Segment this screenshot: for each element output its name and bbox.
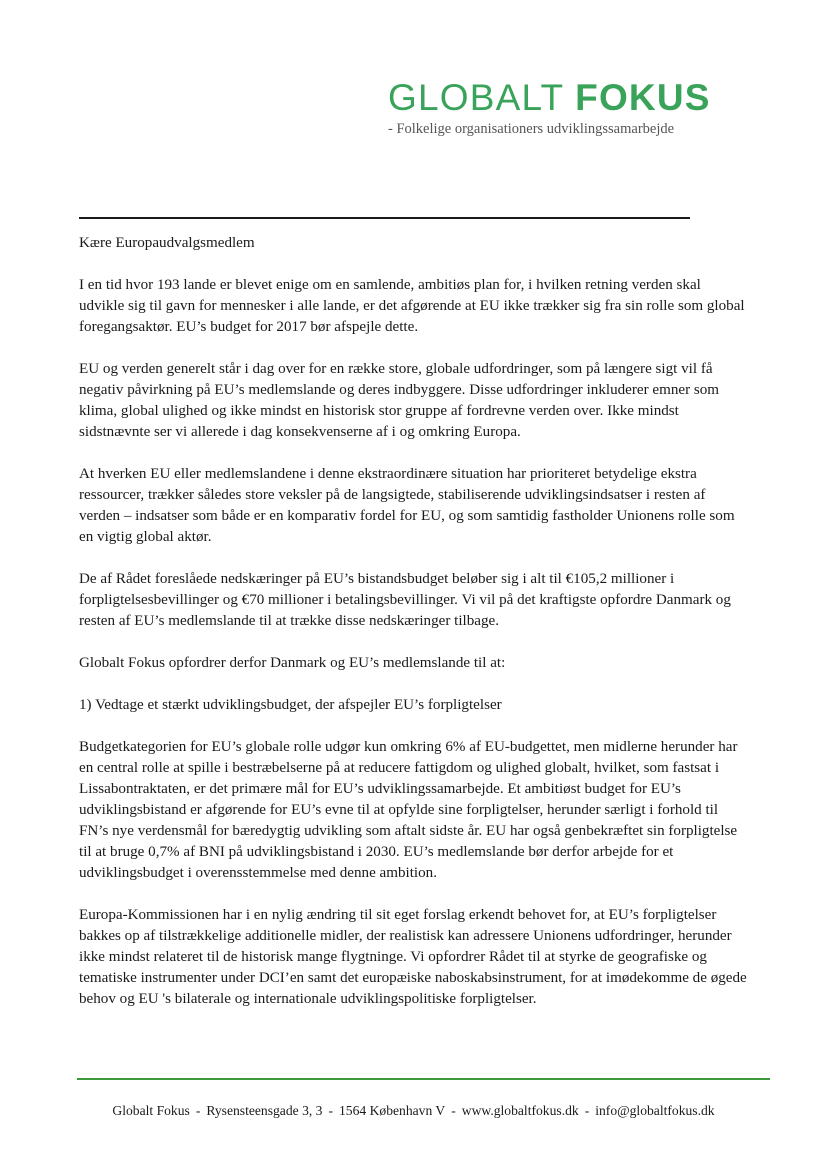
paragraph-2: EU og verden generelt står i dag over for en række store, globale udfordringer, som på længere sigt vil få negativ påvirkning på EU’s medlemslande og deres indbyggere. Disse udfordringer inkluderer emner som klima, global ulighed og ikke mindst en historisk stor gruppe af fordrevne verden over. Ikke mindst sidstnævnte ser vi allerede i dag konsekvenserne af i og omkring Europa. [79,361,720,440]
logo-title-light: GLOBALT [388,77,564,118]
footer-separator: - [584,1103,590,1118]
footer-org: Globalt Fokus [112,1103,190,1118]
paragraph-3: At hverken EU eller medlemslandene i denne ekstraordinære situation har prioriteret betydelige ekstra ressourcer, trækker således store veksler på de langsigtede, stabiliserende udviklingsindsatser i resten af verden – indsatser som både er en komparativ fordel for EU, og som samtidig fastholder Unionens rolle som en vigtig global aktør. [79,466,735,545]
paragraph-1: I en tid hvor 193 lande er blevet enige om en samlende, ambitiøs plan for, i hvilken retning verden skal udvikle sig til gavn for mennesker i alle lande, er det afgørende at EU ikke trækker sig fra sin rolle som global foregangsaktør. EU’s budget for 2017 bør afspejle dette. [79,277,745,335]
globalt-fokus-logo [388,78,734,138]
footer-city: 1564 København V [339,1103,446,1118]
list-item-1 [79,695,749,1010]
footer-separator: - [328,1103,333,1118]
salutation: Kære Europaudvalgsmedlem [79,235,255,251]
paragraph-5: Globalt Fokus opfordrer derfor Danmark og EU’s medlemslande til at: [79,655,506,671]
footer-divider [77,1078,770,1080]
footer [0,1103,827,1119]
footer-address: Rysensteensgade 3, 3 [206,1103,323,1118]
logo-title-bold: FOKUS [575,77,711,118]
list-item-heading: 1) Vedtage et stærkt udviklingsbudget, der afspejler EU’s forpligtelser [79,697,502,713]
footer-separator: - [195,1103,201,1118]
logo-subtitle: - Folkelige organisationers udviklingssamarbejde [388,121,675,137]
footer-email-link[interactable]: info@globaltfokus.dk [595,1103,715,1118]
logo-title [388,78,734,118]
list-item-body-2: Europa-Kommissionen har i en nylig ændring til sit eget forslag erkendt behovet for, at EU’s forpligtelser bakkes op af tilstrækkelige additionelle midler, der realistisk kan adressere Unionens udfordringer, herunder ikke mindst relateret til de historisk mange flygtninge. Vi opfordrer Rådet til at styrke de geografiske og tematiske instrumenter under DCI’en samt det europæiske naboskabsinstrument, for at imødekomme de øgede behov og EU 's bilaterale og internationale udviklingspolitiske forpligtelser. [79,907,747,1007]
header-divider [79,217,690,219]
list-item-body-1: Budgetkategorien for EU’s globale rolle udgør kun omkring 6% af EU-budgettet, men midlerne herunder har en central rolle at spille i bestræbelserne på at reducere fattigdom og ulighed globalt, hvilket, som fastsat i Lissabontraktaten, er det primære mål for EU’s udviklingssamarbejde. Et ambitiøst budget for EU’s udviklingsbistand er afgørende for EU’s evne til at opfylde sine forpligtelser, herunder særligt i forhold til FN’s nye verdensmål for bæredygtig udvikling som aftalt sidste år. EU har også genbekræftet sin forpligtelse til at bruge 0,7% af BNI på udviklingsbistand i 2030. EU’s medlemslande bør derfor arbejde for et udviklingsbudget i overensstemmelse med denne ambition. [79,739,738,881]
paragraph-4: De af Rådet foreslåede nedskæringer på EU’s bistandsbudget beløber sig i alt til €105,2 millioner i forpligtelsesbevillinger og €70 millioner i betalingsbevillinger. Vi vil på det kraftigste opfordre Danmark og resten af EU’s medlemslande til at trække disse nedskæringer tilbage. [79,571,731,629]
footer-separator: - [451,1103,456,1118]
letter-body [79,233,749,1010]
footer-website-link[interactable]: www.globaltfokus.dk [461,1103,579,1118]
